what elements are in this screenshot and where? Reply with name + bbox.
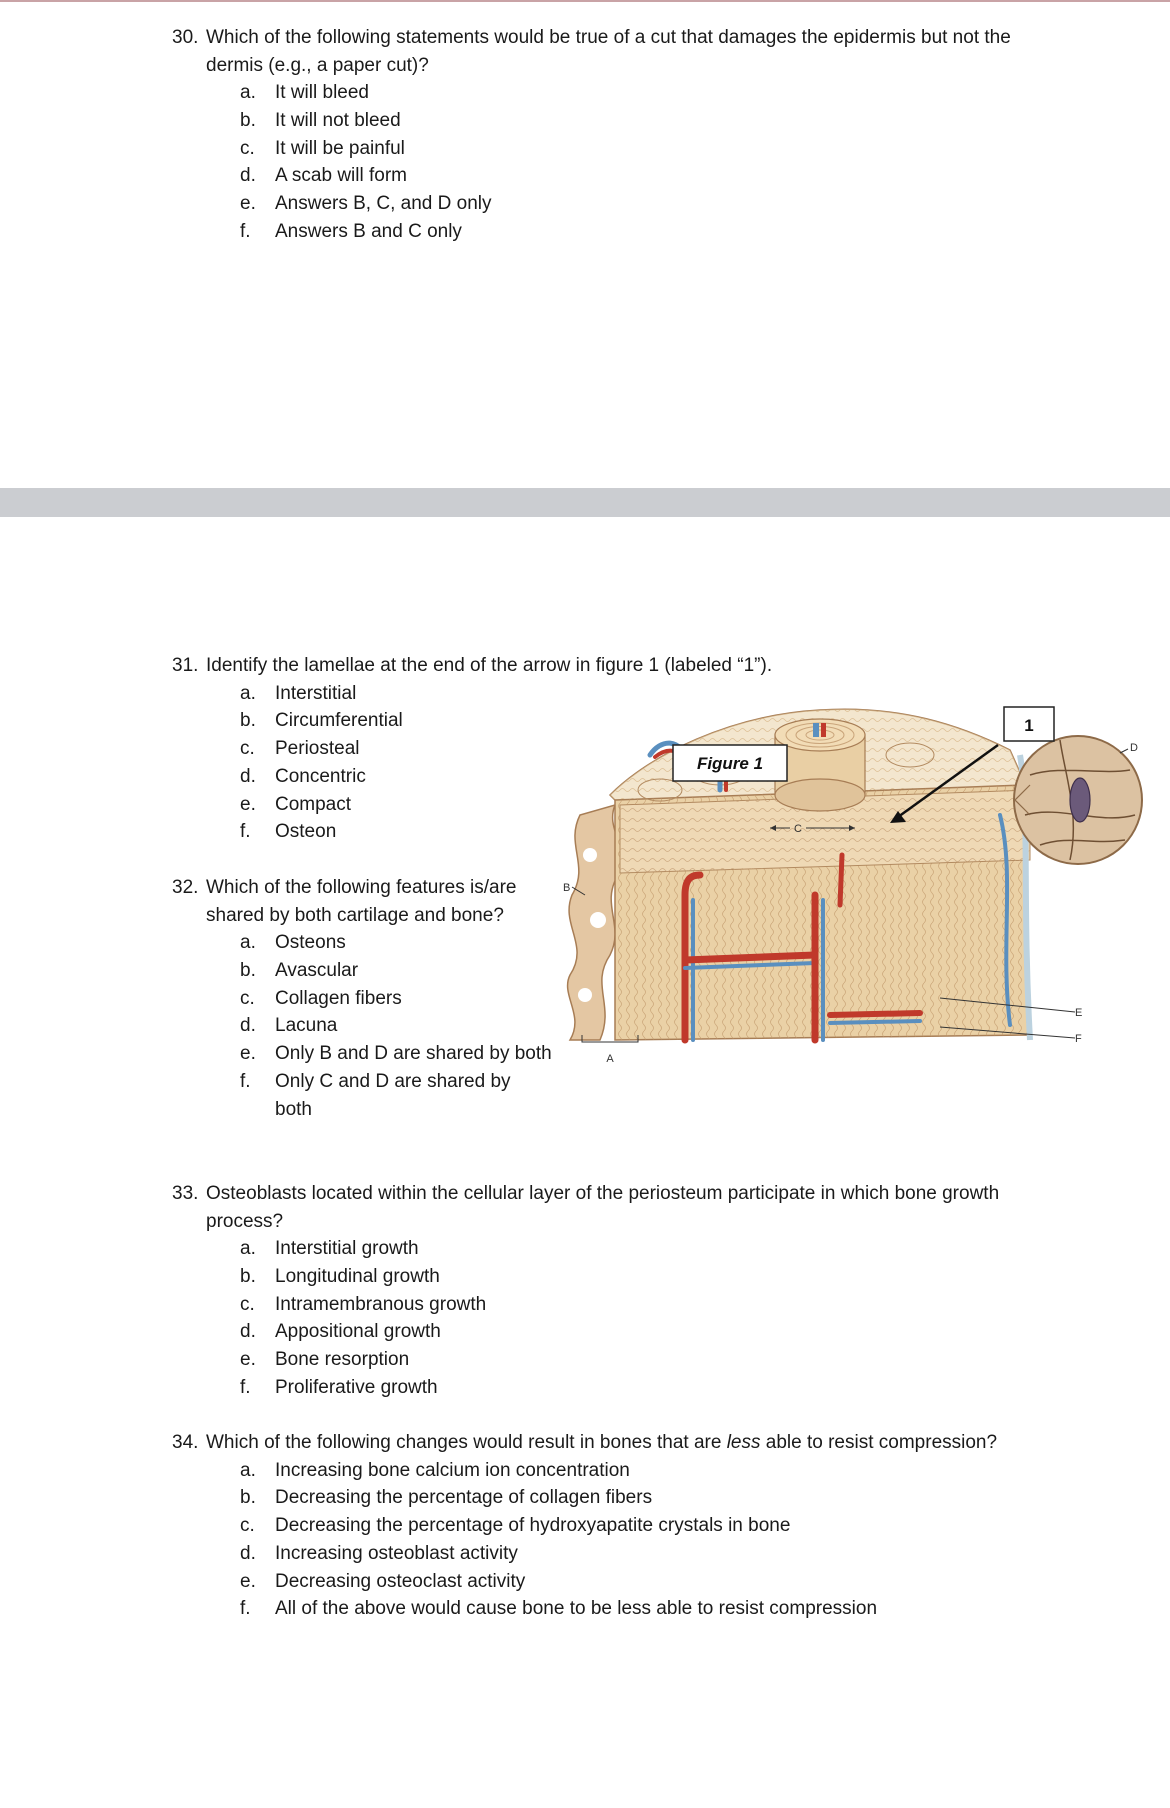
option-text: Increasing osteoblast activity	[275, 1542, 518, 1564]
option-letter: b.	[240, 1487, 256, 1509]
answer-option[interactable]	[240, 1457, 1052, 1485]
option-text: Only B and D are shared by both	[275, 1043, 552, 1065]
question-text: Which of the following statements would be true of a cut that damages the epidermis but not the dermis (e.g., a paper cut)?	[206, 27, 1011, 76]
answer-option[interactable]	[240, 1568, 1052, 1596]
answer-option[interactable]	[240, 1291, 1052, 1319]
option-letter: e.	[240, 793, 256, 815]
option-letter: c.	[240, 987, 255, 1009]
answer-options	[240, 929, 552, 1124]
label-a: A	[606, 1053, 614, 1065]
label-f: F	[1075, 1033, 1082, 1045]
answer-option[interactable]	[240, 1068, 552, 1124]
question-30	[172, 24, 1032, 246]
option-letter: a.	[240, 1459, 256, 1481]
stem-part: able to resist compression?	[760, 1432, 998, 1453]
option-text: Bone resorption	[275, 1349, 410, 1371]
question-number: 34.	[172, 1432, 199, 1453]
option-text: Osteons	[275, 932, 346, 953]
option-text: Decreasing the percentage of collagen fibers	[275, 1487, 653, 1509]
option-letter: a.	[240, 932, 256, 953]
option-text: Interstitial	[275, 682, 357, 704]
page-top-rule	[0, 0, 1170, 2]
option-letter: b.	[240, 109, 256, 131]
option-letter: f.	[240, 821, 251, 843]
question-text	[206, 1429, 1052, 1457]
answer-option[interactable]	[240, 1012, 552, 1040]
option-text: Circumferential	[275, 710, 403, 732]
option-text: Appositional growth	[275, 1321, 441, 1343]
option-text: Collagen fibers	[275, 987, 402, 1009]
label-e: E	[1075, 1007, 1083, 1019]
option-text: Decreasing the percentage of hydroxyapatite crystals in bone	[275, 1515, 791, 1537]
option-letter: a.	[240, 1238, 256, 1259]
option-letter: e.	[240, 1349, 256, 1371]
answer-options	[240, 1457, 1052, 1624]
answer-option[interactable]	[240, 957, 552, 985]
option-text: A scab will form	[275, 165, 407, 187]
option-letter: a.	[240, 682, 256, 704]
option-letter: f.	[240, 1376, 251, 1398]
question-text: Identify the lamellae at the end of the arrow in figure 1 (labeled “1”).	[206, 655, 773, 676]
option-text: Periosteal	[275, 738, 360, 760]
answer-option[interactable]	[240, 1484, 1052, 1512]
option-text: It will not bleed	[275, 109, 401, 131]
option-letter: e.	[240, 1570, 256, 1592]
question-number: 32.	[172, 877, 199, 898]
figure-1-bone-illustration	[560, 695, 1160, 1095]
question-number: 31.	[172, 655, 199, 676]
stem-part: Which of the following changes would result in bones that are	[206, 1432, 727, 1453]
answer-option[interactable]	[240, 1318, 1052, 1346]
question-stem	[172, 652, 872, 680]
question-34	[172, 1429, 1052, 1623]
answer-options	[240, 79, 1032, 246]
option-text: Only C and D are shared by both	[275, 1070, 511, 1120]
label-b: B	[563, 882, 571, 894]
answer-option[interactable]	[240, 107, 1032, 135]
question-stem	[172, 874, 552, 929]
question-stem	[172, 1429, 1052, 1457]
answer-option[interactable]	[240, 1040, 552, 1068]
option-letter: e.	[240, 193, 256, 215]
question-number: 33.	[172, 1183, 199, 1204]
figure-caption-box	[673, 745, 787, 781]
answer-option[interactable]	[240, 1374, 1052, 1402]
option-text: Longitudinal growth	[275, 1265, 440, 1287]
label-c: C	[794, 823, 802, 835]
option-text: It will be painful	[275, 137, 405, 159]
bone-diagram	[560, 695, 1160, 1095]
callout-label: 1	[1024, 716, 1034, 735]
option-text: All of the above would cause bone to be less able to resist compression	[275, 1598, 878, 1620]
option-letter: b.	[240, 710, 256, 732]
spongy-bone	[568, 805, 622, 1040]
answer-option[interactable]	[240, 1263, 1052, 1291]
option-letter: c.	[240, 137, 255, 159]
option-text: Compact	[275, 793, 352, 815]
option-letter: b.	[240, 959, 256, 981]
option-text: Avascular	[275, 959, 359, 981]
option-letter: c.	[240, 1293, 255, 1315]
option-letter: f.	[240, 1070, 251, 1092]
option-text: Answers B and C only	[275, 220, 462, 242]
option-text: Proliferative growth	[275, 1376, 438, 1398]
label-d: D	[1130, 742, 1138, 754]
option-text: Interstitial growth	[275, 1238, 419, 1259]
option-letter: c.	[240, 738, 255, 760]
osteocyte-inset	[1014, 736, 1142, 864]
answer-option[interactable]	[240, 135, 1032, 163]
answer-options	[240, 1235, 1052, 1402]
option-letter: b.	[240, 1265, 256, 1287]
option-letter: d.	[240, 165, 256, 187]
answer-option[interactable]	[240, 985, 552, 1013]
raised-osteon	[775, 719, 865, 811]
option-letter: d.	[240, 1542, 256, 1564]
option-text: Increasing bone calcium ion concentration	[275, 1459, 630, 1481]
answer-option[interactable]	[240, 929, 552, 957]
question-text: Which of the following features is/are shared by both cartilage and bone?	[206, 877, 517, 926]
option-text: Decreasing osteoclast activity	[275, 1570, 526, 1592]
question-32	[172, 874, 552, 1124]
question-text: Osteoblasts located within the cellular layer of the periosteum participate in which bone growth process?	[206, 1183, 1000, 1232]
option-letter: c.	[240, 1515, 255, 1537]
question-stem	[172, 1180, 1052, 1235]
option-letter: e.	[240, 1043, 256, 1065]
answer-option[interactable]	[240, 1512, 1052, 1540]
option-letter: f.	[240, 1598, 251, 1620]
option-text: Lacuna	[275, 1015, 338, 1037]
option-text: Intramembranous growth	[275, 1293, 487, 1315]
answer-option[interactable]	[240, 1235, 1052, 1263]
answer-option[interactable]	[240, 218, 1032, 246]
answer-option[interactable]	[240, 1346, 1052, 1374]
option-text: Concentric	[275, 765, 366, 787]
answer-option[interactable]	[240, 1540, 1052, 1568]
option-text: It will bleed	[275, 82, 369, 103]
answer-option[interactable]	[240, 1595, 1052, 1623]
option-letter: d.	[240, 765, 256, 787]
page-break-band	[0, 488, 1170, 517]
answer-option[interactable]	[240, 190, 1032, 218]
option-letter: d.	[240, 1015, 256, 1037]
question-number: 30.	[172, 27, 199, 48]
question-stem	[172, 24, 1032, 79]
option-text: Osteon	[275, 821, 337, 843]
option-letter: f.	[240, 220, 251, 242]
option-text: Answers B, C, and D only	[275, 193, 492, 215]
answer-option[interactable]	[240, 79, 1032, 107]
option-letter: d.	[240, 1321, 256, 1343]
stem-emphasis: less	[726, 1432, 761, 1453]
question-33	[172, 1180, 1052, 1402]
answer-option[interactable]	[240, 162, 1032, 190]
figure-caption: Figure 1	[696, 754, 764, 773]
option-letter: a.	[240, 82, 256, 103]
